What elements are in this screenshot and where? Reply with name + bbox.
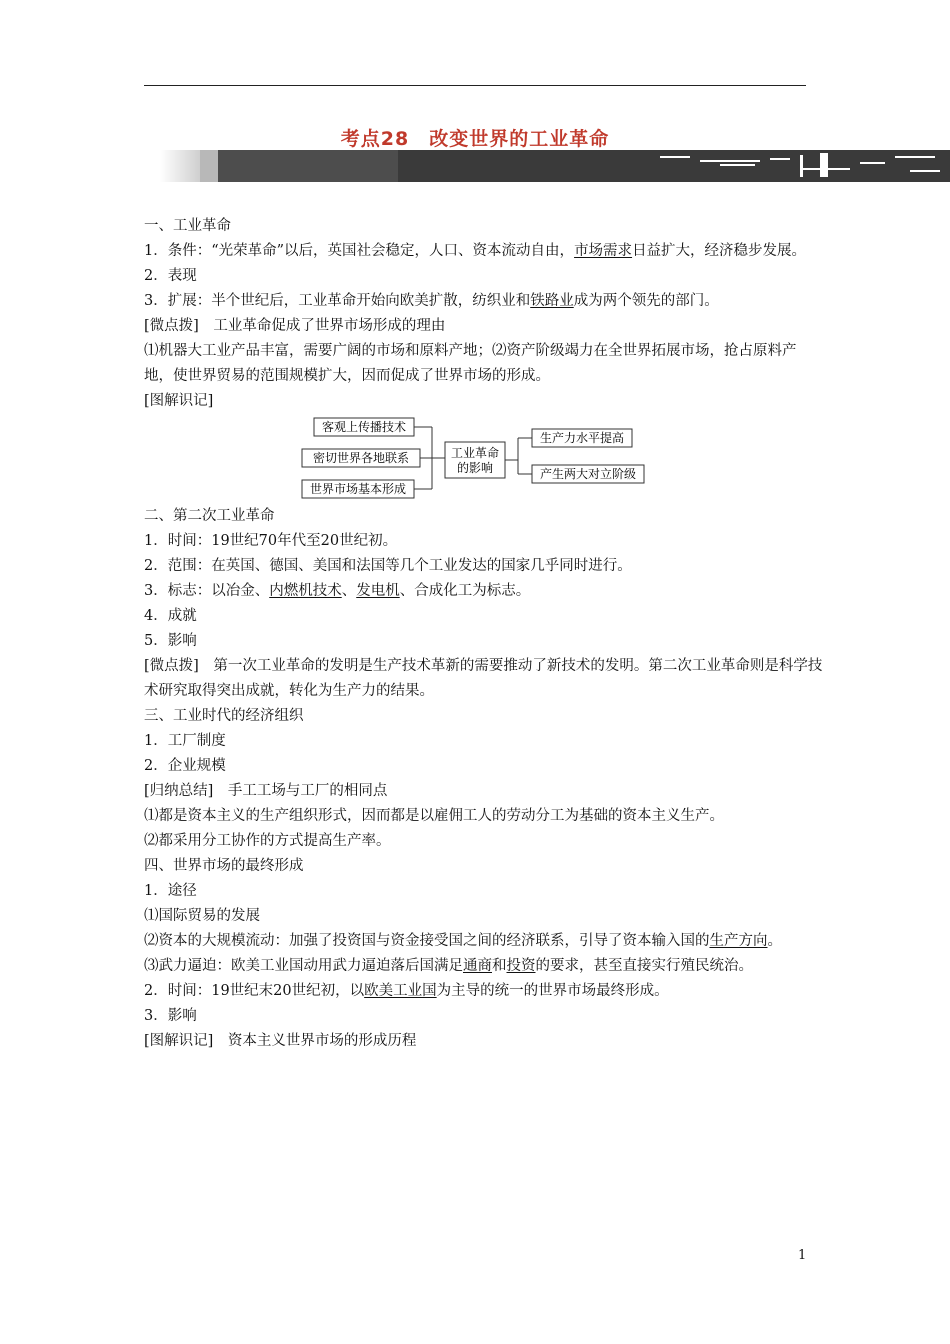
text: 1．条件：“光荣革命”以后，英国社会稳定，人口、资本流动自由， bbox=[144, 243, 575, 259]
section-heading: 二、第二次工业革命 bbox=[144, 508, 275, 524]
paragraph bbox=[144, 954, 824, 979]
text: 3．标志：以冶金、 bbox=[144, 583, 270, 599]
text: 和 bbox=[492, 958, 507, 974]
summary-tag: [归纳总结] bbox=[144, 783, 214, 799]
paragraph bbox=[144, 239, 824, 264]
diagram-label: 工业革命 bbox=[450, 446, 500, 460]
paragraph: ⑴机器大工业产品丰富，需要广阔的市场和原料产地；⑵资产阶级竭力在全世界拓展市场，抢占原料产地，使世界贸易的范围规模扩大，因而促成了世界市场的形成。 bbox=[144, 343, 797, 384]
diagram-label: 客观上传播技术 bbox=[321, 420, 407, 434]
underlined-term: 欧美工业国 bbox=[364, 983, 437, 999]
diagram-connector bbox=[414, 427, 445, 489]
tip-line bbox=[144, 654, 824, 704]
diagram-label: 生产力水平提高 bbox=[539, 431, 625, 445]
underlined-term: 铁路业 bbox=[530, 293, 574, 309]
text: 2．时间：19世纪末20世纪初，以 bbox=[144, 983, 365, 999]
tip-line bbox=[144, 314, 824, 339]
list-item: 1．时间：19世纪70年代至20世纪初。 bbox=[144, 533, 398, 549]
underlined-term: 通商 bbox=[463, 958, 492, 974]
text: 、合成化工为标志。 bbox=[399, 583, 531, 599]
underlined-term: 内燃机技术 bbox=[269, 583, 342, 599]
list-item: ⑴都是资本主义的生产组织形式，因而都是以雇佣工人的劳动分工为基础的资本主义生产。 bbox=[144, 808, 724, 824]
diagram-line bbox=[144, 1029, 824, 1054]
diagram-label: 的影响 bbox=[456, 461, 494, 475]
section-heading: 三、工业时代的经济组织 bbox=[144, 708, 304, 724]
text: 、 bbox=[341, 583, 357, 599]
paragraph bbox=[144, 289, 824, 314]
page-number: 1 bbox=[798, 1248, 807, 1263]
underlined-term: 市场需求 bbox=[574, 243, 633, 259]
summary-line bbox=[144, 779, 824, 804]
list-item: ⑴国际贸易的发展 bbox=[144, 908, 260, 924]
text: ⑵资本的大规模流动：加强了投资国与资金接受国之间的经济联系，引导了资本输入国的 bbox=[144, 933, 710, 949]
page-body bbox=[144, 214, 824, 1054]
list-item: ⑵都采用分工协作的方式提高生产率。 bbox=[144, 833, 391, 849]
underlined-term: 生产方向 bbox=[709, 933, 768, 949]
diagram-tag: [图解识记] bbox=[144, 393, 214, 409]
diagram-label: 世界市场基本形成 bbox=[309, 482, 407, 496]
list-item: 1．途径 bbox=[144, 883, 197, 899]
text: 成为两个领先的部门。 bbox=[573, 293, 719, 309]
list-item: 3．影响 bbox=[144, 1008, 197, 1024]
page-title: 考点28 改变世界的工业革命 bbox=[340, 128, 610, 150]
title-banner bbox=[160, 150, 950, 182]
text: 的要求，甚至直接实行殖民统治。 bbox=[535, 958, 753, 974]
paragraph bbox=[144, 929, 824, 954]
header-rule bbox=[144, 85, 806, 86]
text: 为主导的统一的世界市场最终形成。 bbox=[436, 983, 669, 999]
underlined-term: 投资 bbox=[506, 958, 536, 974]
section-heading: 四、世界市场的最终形成 bbox=[144, 858, 304, 874]
diagram-tag: [图解识记] bbox=[144, 1033, 214, 1049]
text: ⑶武力逼迫：欧美工业国动用武力逼迫落后国满足 bbox=[144, 958, 463, 974]
text: 日益扩大，经济稳步发展。 bbox=[632, 243, 807, 259]
paragraph bbox=[144, 579, 824, 604]
tip-tag: [微点拨] bbox=[144, 318, 199, 334]
tip-text: 工业革命促成了世界市场形成的理由 bbox=[213, 318, 446, 334]
diagram-caption: 资本主义世界市场的形成历程 bbox=[227, 1033, 417, 1049]
underlined-term: 发电机 bbox=[356, 583, 400, 599]
impact-diagram bbox=[300, 416, 660, 502]
text: 3．扩展：半个世纪后，工业革命开始向欧美扩散，纺织业和 bbox=[144, 293, 531, 309]
list-item: 2．企业规模 bbox=[144, 758, 226, 774]
paragraph bbox=[144, 979, 824, 1004]
diagram-label: 产生两大对立阶级 bbox=[539, 467, 637, 481]
tip-tag: [微点拨] bbox=[144, 658, 199, 674]
section-heading: 一、工业革命 bbox=[144, 218, 231, 234]
list-item: 1．工厂制度 bbox=[144, 733, 226, 749]
tip-text: 第一次工业革命的发明是生产技术革新的需要推动了新技术的发明。第二次工业革命则是科学技术研究取得突出成就，转化为生产力的结果。 bbox=[144, 658, 823, 699]
diagram-label: 密切世界各地联系 bbox=[312, 451, 410, 465]
diagram-connector bbox=[505, 438, 532, 474]
summary-text: 手工工场与工厂的相同点 bbox=[227, 783, 388, 799]
list-item: 2．表现 bbox=[144, 268, 197, 284]
list-item: 2．范围：在英国、德国、美国和法国等几个工业发达的国家几乎同时进行。 bbox=[144, 558, 632, 574]
list-item: 4．成就 bbox=[144, 608, 197, 624]
list-item: 5．影响 bbox=[144, 633, 197, 649]
text: 。 bbox=[767, 933, 782, 949]
